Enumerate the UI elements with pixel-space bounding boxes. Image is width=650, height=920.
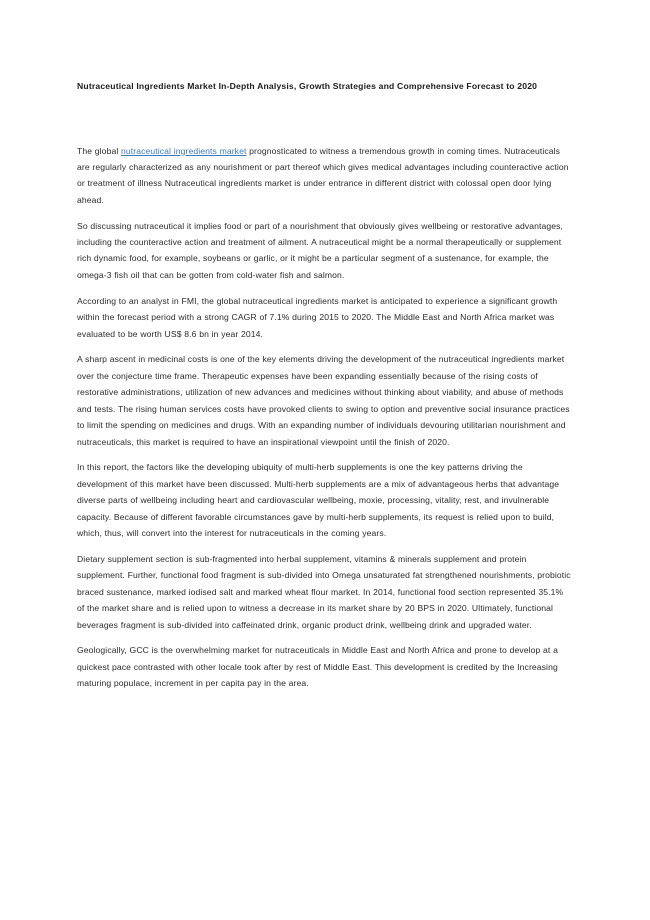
paragraph-4: A sharp ascent in medicinal costs is one of the key elements driving the development of the nutraceutical ingredients market over the conjecture time frame. Therapeutic expenses have been expanding essentially because of the rising costs of restorative administrations, utilization of new advances and medicines without thinking about viability, and abuse of methods and tests. The rising human services costs have provoked clients to swing to option and preventive social insurance practices to limit the spending on medicines and drugs. With an expanding number of individuals devouring utilitarian nourishment and nutraceuticals, this market is required to have an inspirational viewpoint until the finish of 2020. (77, 354, 570, 447)
document-content (77, 78, 573, 692)
paragraph-1 (77, 143, 573, 209)
paragraph-3: According to an analyst in FMI, the global nutraceutical ingredients market is anticipated to experience a significant growth within the forecast period with a strong CAGR of 7.1% during 2015 to 2020. The Middle East and North Africa market was evaluated to be worth US$ 8.6 bn in year 2014. (77, 295, 558, 339)
paragraph-2: So discussing nutraceutical it implies food or part of a nourishment that obviously gives wellbeing or restorative advantages, including the counteractive action and treatment of ailment. A nutraceutical might be a normal therapeutically or supplement rich dynamic food, for example, soybeans or garlic, or it might be a particular segment of a sustenance, for example, the omega-3 fish oil that can be gotten from cold-water fish and salmon. (77, 220, 564, 280)
nutraceutical-ingredients-market-link[interactable]: nutraceutical ingredients market (121, 145, 247, 156)
document-body (77, 143, 573, 692)
paragraph-6: Dietary supplement section is sub-fragmented into herbal supplement, vitamins & minerals supplement and protein supplement. Further, functional food fragment is sub-divided into Omega unsaturated fat strengthened nourishments, probiotic braced sustenance, marked iodised salt and marked wheat flour market. In 2014, functional food section represented 35.1% of the market share and is relied upon to witness a decrease in its market share by 20 BPS in 2020. Ultimately, functional beverages fragment is sub-divided into caffeinated drink, organic product drink, wellbeing drink and upgraded water. (77, 553, 571, 630)
paragraph-1-text-after-link: prognosticated to witness a tremendous growth in coming times. Nutraceuticals are regularly characterized as any nourishment or part thereof which gives medical advantages including counteractive action or treatment of illness Nutraceutical ingredients market is under entrance in different district with colossal open door lying ahead. (77, 145, 569, 205)
paragraph-5: In this report, the factors like the developing ubiquity of multi-herb supplements is one the key patterns driving the development of this market have been discussed. Multi-herb supplements are a mix of advantageous herbs that advantage diverse parts of wellbeing including heart and cardiovascular wellbeing, moxie, processing, vitality, rest, and invulnerable capacity. Because of different favorable circumstances gave by multi-herb supplements, its request is relied upon to build, which, thus, will convert into the interest for nutraceuticals in the coming years. (77, 462, 560, 539)
paragraph-7: Geologically, GCC is the overwhelming market for nutraceuticals in Middle East and North Africa and prone to develop at a quickest pace contrasted with other locale took after by rest of Middle East. This development is credited by the Increasing maturing populace, increment in per capita pay in the area. (77, 645, 558, 689)
document-title: Nutraceutical Ingredients Market In-Depth Analysis, Growth Strategies and Comprehensive Forecast to 2020 (77, 81, 538, 91)
paragraph-1-text-before-link: The global (77, 145, 122, 156)
